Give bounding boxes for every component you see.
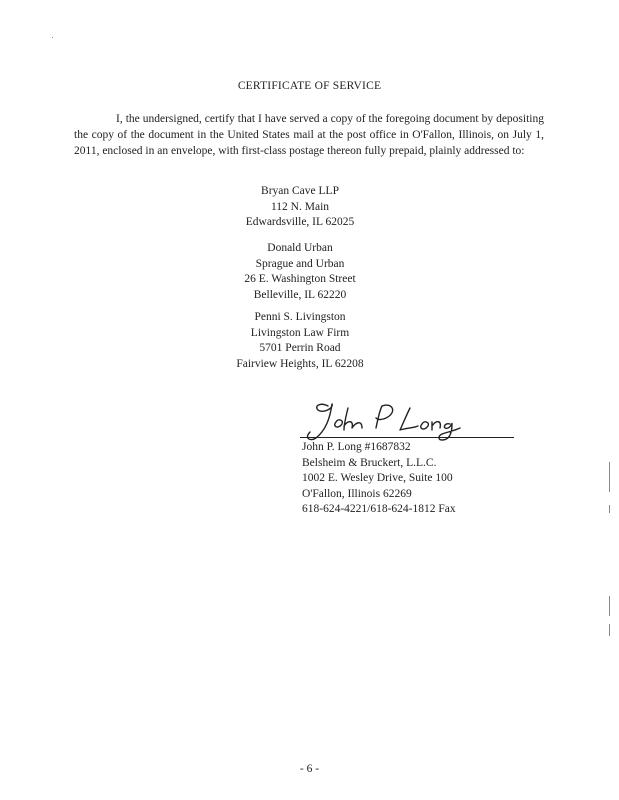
firm-address: 1002 E. Wesley Drive, Suite 100 [302,472,453,484]
scan-speck [609,596,610,616]
certificate-title: CERTIFICATE OF SERVICE [237,80,382,92]
signature-block [302,440,456,518]
address-line: Penni S. Livingston [254,311,346,323]
address-line: Edwardsville, IL 62025 [245,216,355,228]
signer-name: John P. Long #1687832 [302,441,411,453]
address-line: Donald Urban [267,242,333,254]
address-line: Livingston Law Firm [250,326,350,339]
address-line: 112 N. Main [270,200,330,213]
certificate-paragraph: I, the undersigned, certify that I have served a copy of the foregoing document by depositing the copy of the document in the United States mail at the post office in O'Fallon, Illinois, on July 1, 2011, enclosed in an envelope, with first-class postage thereon fully prepaid, plainly addressed to: [74,113,544,157]
addressee-block [200,310,400,372]
addressee-block [200,241,400,303]
scan-speck [52,37,53,38]
address-line: Fairview Heights, IL 62208 [236,357,364,370]
signature-line [300,437,514,438]
address-line: Sprague and Urban [255,257,345,270]
firm-name: Belsheim & Bruckert, L.L.C. [302,456,437,469]
scan-speck [609,505,610,513]
address-line: 26 E. Washington Street [244,273,356,285]
address-line: 5701 Perrin Road [259,342,341,354]
scan-speck [609,624,610,636]
address-line: Belleville, IL 62220 [253,288,347,301]
page-number: - 6 - [299,763,320,775]
address-line: Bryan Cave LLP [261,185,339,197]
firm-phone: 618-624-4221/618-624-1812 Fax [302,503,456,515]
firm-city: O'Fallon, Illinois 62269 [302,487,412,500]
scan-speck [609,462,610,492]
addressee-block [200,184,400,231]
